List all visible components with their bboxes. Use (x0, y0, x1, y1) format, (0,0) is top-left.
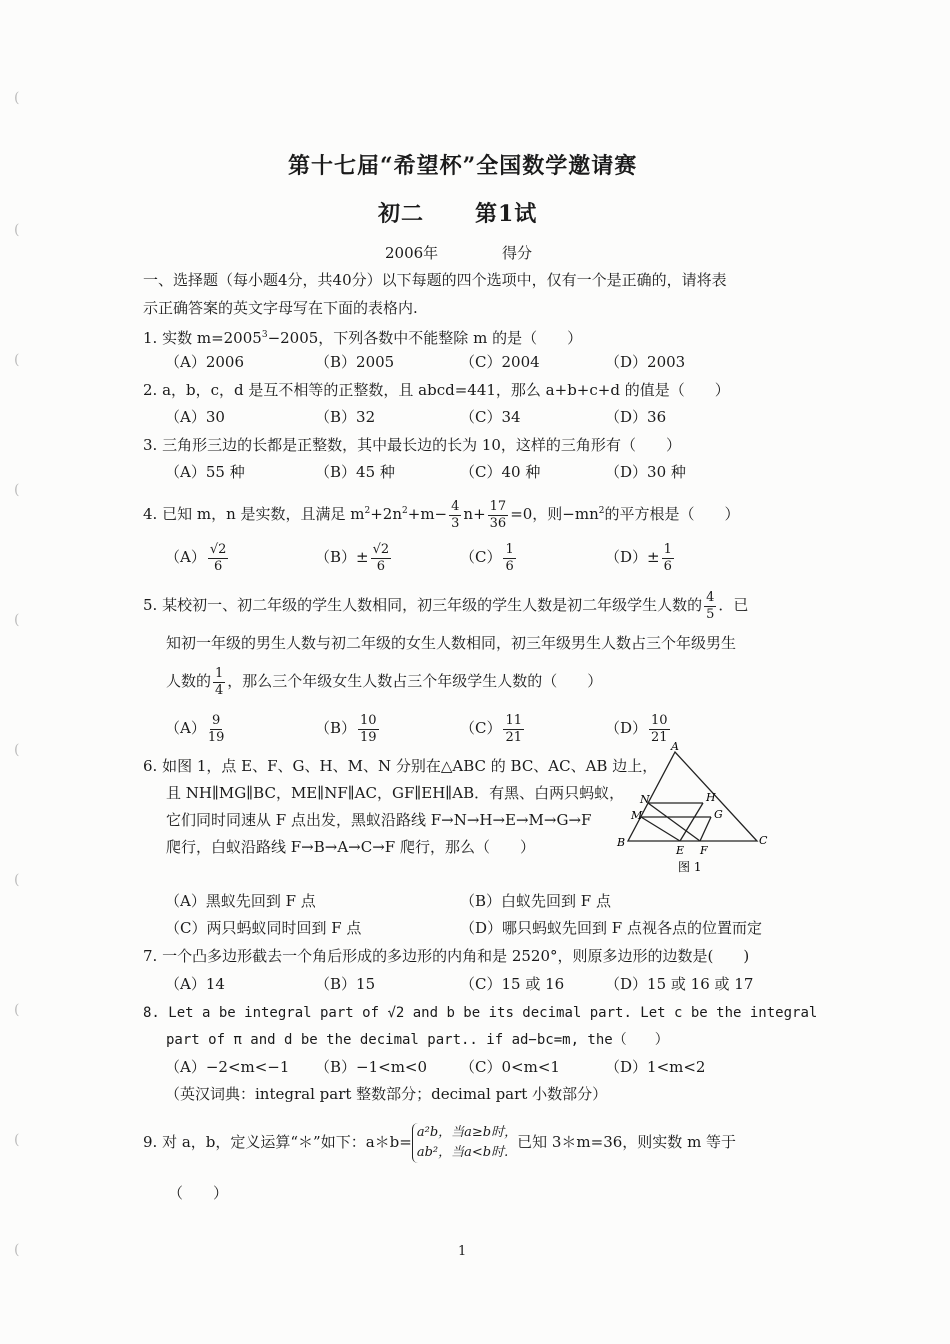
option-b: （B）−1<m<0 (315, 1058, 428, 1076)
option-d: （D）36 (605, 408, 667, 426)
numerator: √2 (372, 541, 390, 557)
case-1: a²b，当a≥b时， (416, 1125, 518, 1140)
q-text: +2n (370, 505, 403, 523)
question-7: 7. 一个凸多边形截去一个角后形成的多边形的内角和是 2520°，则原多边形的边数是( ) (143, 947, 750, 965)
scan-mark: ( (14, 482, 20, 498)
option-c (460, 540, 518, 575)
denominator: 19 (360, 729, 377, 745)
q-text: 5. 某校初一、初二年级的学生人数相同，初三年级的学生人数是初二年级学生人数的 (143, 596, 703, 614)
year: 2006年 (385, 244, 439, 262)
q-text: 8. Let a be integral part of (143, 1005, 388, 1021)
scan-mark: ( (14, 742, 20, 758)
option-d: （D）30 种 (605, 463, 686, 481)
q-sup: 3 (261, 330, 268, 340)
option-c: （C）2004 (460, 353, 540, 371)
denominator: 4 (215, 682, 224, 698)
label-c: C (759, 834, 768, 847)
numerator: 10 (360, 712, 377, 728)
label-e: E (676, 844, 685, 857)
case-2: ab²，当a<b时. (416, 1145, 509, 1160)
q-text: 人数的 (166, 672, 212, 690)
segment-gf (700, 817, 711, 841)
page-title: 第十七届“希望杯”全国数学邀请赛 (288, 153, 638, 179)
q-text: and b be its decimal part. Let c be the integral (404, 1005, 818, 1021)
denominator: 5 (706, 606, 715, 622)
page-number: 1 (458, 1244, 467, 1259)
q-sup: 2 (598, 506, 605, 516)
option-a: （A）30 (165, 408, 225, 426)
numerator: 4 (451, 498, 460, 514)
option-d: （D）哪只蚂蚁先回到 F 点视各点的位置而定 (460, 919, 762, 937)
option-b: （B）45 种 (315, 463, 395, 481)
piecewise-definition (412, 1123, 517, 1163)
q-sup: 2 (402, 506, 408, 516)
q-text: =0，则−mn (510, 505, 599, 523)
plus-minus: ± (356, 548, 369, 566)
numerator: 1 (215, 665, 224, 681)
option-b (315, 540, 393, 575)
denominator: 19 (207, 729, 225, 745)
label-n: N (640, 793, 650, 806)
label-h: H (706, 791, 716, 804)
denominator: 6 (505, 558, 514, 574)
question-5-line (166, 664, 602, 699)
denominator: 6 (663, 558, 672, 574)
triangle-figure (600, 740, 780, 880)
scan-mark: ( (14, 1002, 20, 1018)
label-f: F (700, 844, 708, 857)
question-1 (143, 325, 582, 348)
question-8 (143, 1003, 817, 1023)
numerator: 11 (505, 712, 523, 728)
fraction (213, 666, 225, 699)
label-a: A (671, 740, 679, 753)
q-text: +m− (407, 505, 448, 523)
scan-mark: ( (14, 1132, 20, 1148)
question-6-line: 它们同时同速从 F 点出发，黑蚁沿路线 F→N→H→E→M→G→F (166, 811, 592, 829)
scan-mark: ( (14, 872, 20, 888)
option-label: （D） (605, 548, 648, 566)
question-2: 2. a，b，c，d 是互不相等的正整数，且 abcd=441，那么 a+b+c+d 的值是（ ） (143, 381, 730, 399)
fraction (371, 542, 392, 575)
q-text: n+ (463, 505, 486, 523)
option-a: （A）黑蚁先回到 F 点 (165, 892, 316, 910)
label-b: B (617, 836, 626, 849)
q-text: ．已 (718, 596, 749, 614)
denominator: 21 (651, 729, 668, 745)
option-d: （D）15 或 16 或 17 (605, 975, 754, 993)
option-c: （C）40 种 (460, 463, 541, 481)
denominator: 21 (505, 729, 523, 745)
dictionary-note: （英汉词典：integral part 整数部分；decimal part 小数部分） (165, 1085, 608, 1103)
scan-mark: ( (14, 222, 20, 238)
q-text: −2005，下列各数中不能整除 m 的是（ ） (267, 329, 583, 347)
question-5 (143, 588, 748, 623)
round: 第1试 (475, 201, 538, 227)
option-label: （B） (315, 548, 357, 566)
fraction (358, 713, 379, 746)
scan-mark: ( (14, 352, 20, 368)
q-text: ，那么三个年级女生人数占三个年级学生人数的（ ） (227, 672, 603, 690)
numerator: 1 (663, 541, 672, 557)
answer-blank: （ ） (168, 1184, 229, 1202)
figure-caption: 图 1 (678, 860, 702, 874)
fraction (503, 542, 515, 575)
sqrt-2: √2 (387, 1005, 405, 1021)
denominator: 6 (376, 558, 386, 574)
numerator: 4 (706, 589, 715, 605)
section-intro: 示正确答案的英文字母写在下面的表格内. (143, 299, 418, 317)
option-label: （B） (315, 719, 357, 737)
option-b: （B）2005 (315, 353, 395, 371)
fraction (503, 713, 524, 746)
numerator: 10 (651, 712, 668, 728)
option-a: （A）55 种 (165, 463, 245, 481)
question-4 (143, 494, 740, 532)
question-5-line: 知初一年级的男生人数与初二年级的女生人数相同，初三年级男生人数占三个年级男生 (166, 634, 737, 652)
question-9 (143, 1122, 736, 1163)
option-a: （A）14 (165, 975, 225, 993)
q-text: 9. 对 a，b，定义运算“＊”如下：a＊b= (143, 1133, 412, 1151)
q-text: 的平方根是（ ） (604, 505, 740, 523)
scan-mark: ( (14, 90, 20, 106)
question-6-line: 且 NH∥MG∥BC，ME∥NF∥AC，GF∥EH∥AB．有黑、白两只蚂蚁， (166, 784, 625, 802)
question-6: 6. 如图 1，点 E、F、G、H、M、N 分别在△ABC 的 BC、AC、AB 边上， (143, 757, 658, 775)
label-m: M (631, 809, 643, 822)
option-a: （A）2006 (165, 353, 245, 371)
option-b: （B）32 (315, 408, 376, 426)
denominator: 36 (489, 515, 507, 531)
fraction (488, 499, 509, 532)
option-c: （C）0<m<1 (460, 1058, 560, 1076)
option-label: （A） (165, 719, 206, 737)
denominator: 3 (451, 515, 460, 531)
option-d (605, 540, 676, 575)
denominator: 6 (213, 558, 223, 574)
option-label: （A） (165, 548, 206, 566)
label-g: G (714, 808, 723, 821)
option-d: （D）1<m<2 (605, 1058, 706, 1076)
option-label: （D） (605, 719, 648, 737)
fraction (704, 590, 716, 623)
question-3: 3. 三角形三边的长都是正整数，其中最长边的长为 10，这样的三角形有（ ） (143, 436, 681, 454)
section-intro: 一、选择题（每小题4分，共40分）以下每题的四个选项中，仅有一个是正确的，请将表 (143, 271, 727, 289)
numerator: 1 (505, 541, 514, 557)
score-label: 得分 (502, 244, 533, 262)
q-text: 已知 3＊m=36，则实数 m 等于 (517, 1133, 737, 1151)
q-text: 4. 已知 m，n 是实数，且满足 m (143, 505, 365, 523)
option-d: （D）2003 (605, 353, 686, 371)
option-c (460, 711, 526, 746)
fraction (662, 542, 674, 575)
option-a: （A）−2<m<−1 (165, 1058, 290, 1076)
option-b: （B）15 (315, 975, 376, 993)
scan-mark: ( (14, 1242, 20, 1258)
segment-me (641, 817, 680, 841)
option-c: （C）15 或 16 (460, 975, 565, 993)
question-8-line: part of π and d be the decimal part.. if ad−bc=m, the（ ） (166, 1032, 669, 1048)
option-b: （B）白蚁先回到 F 点 (460, 892, 611, 910)
q-sup: 2 (364, 506, 371, 516)
grade: 初二 (378, 201, 425, 227)
question-6-line: 爬行，白蚁沿路线 F→B→A→C→F 爬行，那么（ ） (166, 838, 535, 856)
option-b (315, 711, 381, 746)
option-label: （C） (460, 719, 502, 737)
option-label: （C） (460, 548, 502, 566)
numerator: √2 (209, 541, 227, 557)
option-a (165, 540, 230, 575)
scan-mark: ( (14, 612, 20, 628)
option-c: （C）两只蚂蚁同时回到 F 点 (165, 919, 362, 937)
numerator: 17 (489, 498, 507, 514)
fraction (208, 713, 225, 746)
plus-minus: ± (647, 548, 660, 566)
fraction (208, 542, 229, 575)
fraction (449, 499, 461, 532)
q-text: 1. 实数 m=2005 (143, 329, 262, 347)
numerator: 9 (211, 712, 221, 728)
option-c: （C）34 (460, 408, 521, 426)
option-a (165, 711, 226, 746)
